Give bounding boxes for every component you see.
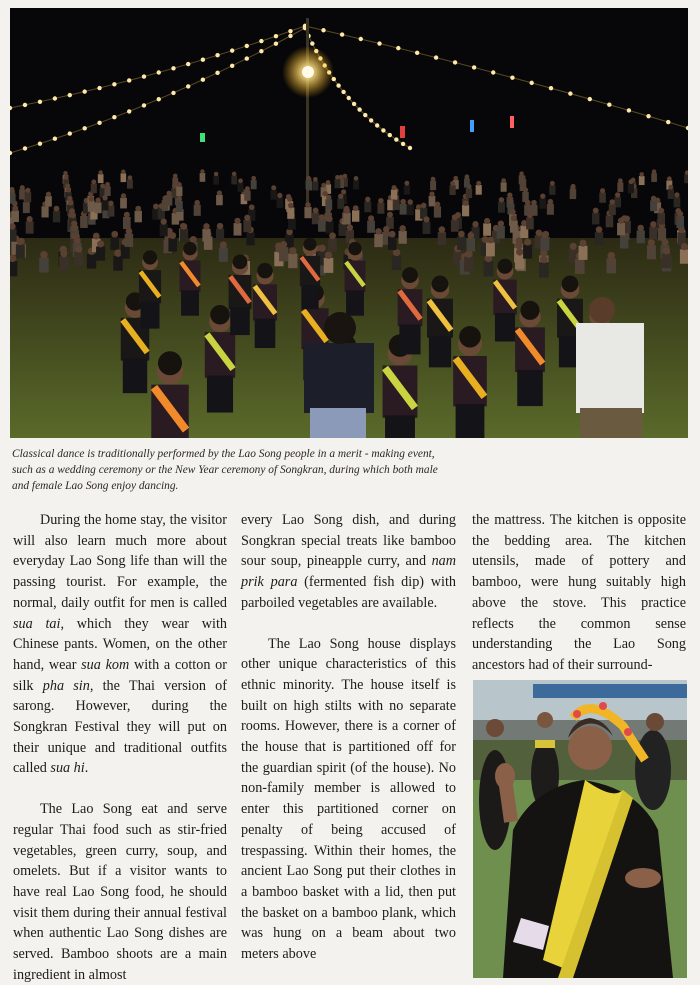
body-column-2 bbox=[241, 510, 456, 965]
festival-dance-photo bbox=[10, 8, 688, 438]
paragraph-house: The Lao Song house displays other unique characteristics of this ethnic minority. The house itself is built on high stilts with no separate rooms. However, there is a corner of the house that is partitioned off for the guardian spirit (of the house). No non-family member is allowed to enter this partitioned corner on penalty of being accused of trespassing. Within their homes, the ancient Lao Song put their clothes in a bamboo basket with a lid, then put the basket on a bamboo plank, which was hung on a beam about two meters above bbox=[241, 635, 456, 963]
term-nam-prik-para: nam prik para bbox=[241, 553, 456, 591]
body-column-1 bbox=[13, 510, 227, 985]
term-pha-sin: pha sin bbox=[42, 677, 90, 694]
term-sua-hi: sua hi bbox=[50, 760, 85, 777]
body-column-3 bbox=[472, 510, 686, 676]
paragraph-food-continued: every Lao Song dish, and during Songkran special treats like bamboo sour soup, pineapple curry, and nam prik para (fermented fish dip) with parboiled vegetables are available. bbox=[241, 512, 456, 611]
term-sua-tai: sua tai bbox=[13, 615, 61, 632]
dancing-woman-illustration bbox=[473, 680, 687, 978]
paragraph-food: The Lao Song eat and serve regular Thai food such as stir-fried vegetables, green curry, soup, and omelets. But if a visitor wants to have real Lao Song food, he should visit them during their annual festival when authentic Lao Song dishes are served. Bamboo shoots are a main ingredient in almost bbox=[13, 801, 227, 983]
paragraph-house-continued: the mattress. The kitchen is opposite the bedding area. The kitchen utensils, made of pottery and bamboo, were hung suitably high above the stove. This practice reflects the common sense understanding the Lao Song ancestors had of their surround- bbox=[472, 512, 686, 673]
photo-caption: Classical dance is traditionally performed by the Lao Song people in a merit - making event, such as a wedding ceremony or the New Year ceremony of Songkran, during which both male and female Lao Song enjoy dancing. bbox=[12, 448, 438, 492]
festival-dance-illustration bbox=[10, 8, 688, 438]
dancing-woman-photo bbox=[473, 680, 687, 978]
paragraph-clothing: During the home stay, the visitor will also learn much more about everyday Lao Song life than will the passing tourist. For example, the normal, daily outfit for men is called sua tai, which they wear with Chinese pants. Women, on the other hand, wear sua kom with a cotton or silk pha sin, the Thai version of sarong. However, during the Songkran Festival they will put on their unique and traditional outfits called sua hi. bbox=[13, 512, 228, 777]
term-sua-kom: sua kom bbox=[81, 656, 130, 673]
